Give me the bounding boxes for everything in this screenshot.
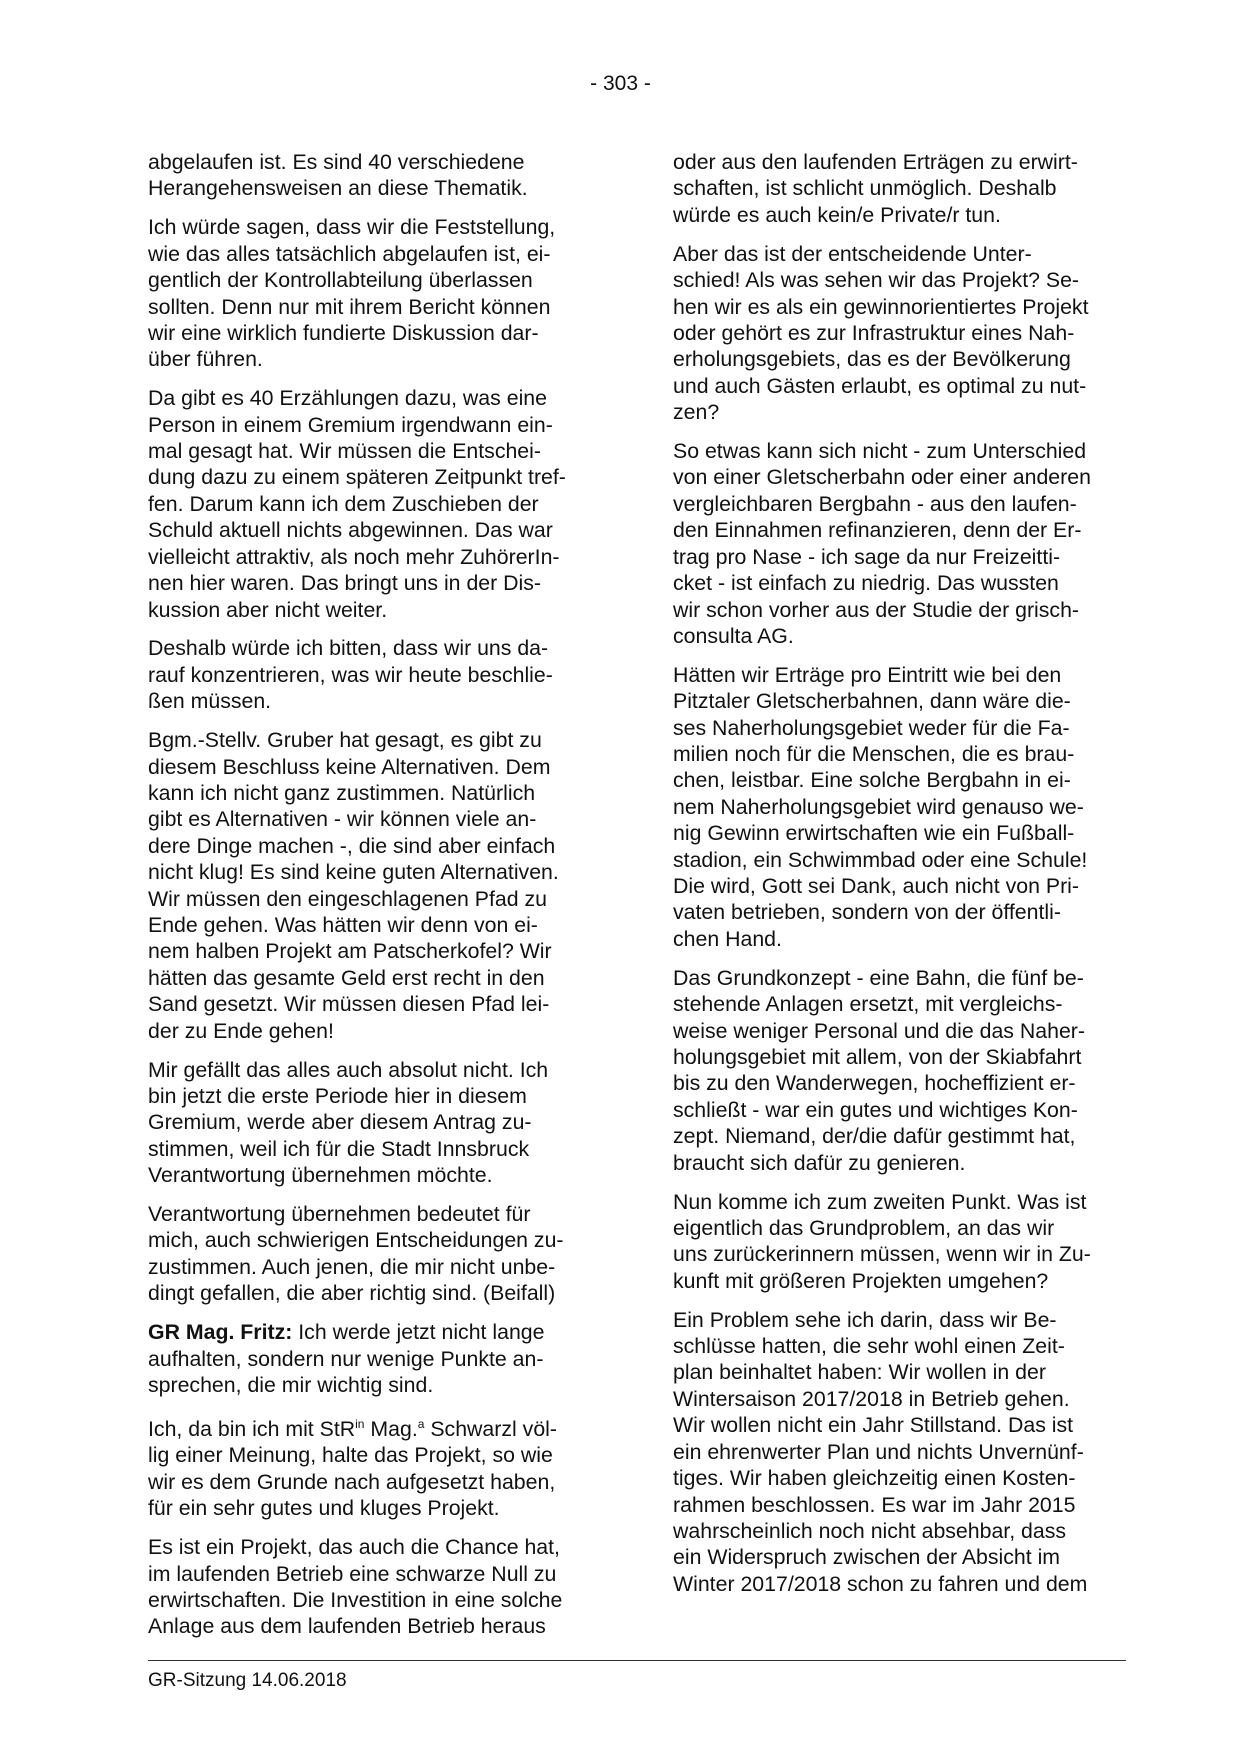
paragraph: Aber das ist der entscheidende Unter- schied! Als was sehen wir das Projekt? Se- hen wir es als ein gewinnorientiertes Projekt oder gehört es zur Infrastruktur eines Nah- erholungsgebiets, das es der Bevölkerung und auch Gästen erlaubt, es optimal zu nut- zen? xyxy=(673,241,1089,425)
footer-session-date: GR-Sitzung 14.06.2018 xyxy=(148,1670,347,1691)
paragraph: Verantwortung übernehmen bedeutet für mich, auch schwierigen Entscheidungen zu- zustimmen. Auch jenen, die mir nicht unbe- dingt gefallen, die aber richtig sind. (Beifall) xyxy=(148,1202,564,1306)
speaker-paragraph xyxy=(148,1319,603,1398)
text-segment: Ich, da bin ich mit StR xyxy=(148,1416,356,1441)
paragraph: Hätten wir Erträge pro Eintritt wie bei den Pitztaler Gletscherbahnen, dann wäre die- ses Naherholungsgebiet weder für die Fa- milien noch für die Menschen, die es brau- chen, leistbar. Eine solche Bergbahn in ei- nem Naherholungsgebiet wird genauso we- nig Gewinn erwirtschaften wie ein Fußball- stadion, ein Schwimmbad oder eine Schule! Die wird, Gott sei Dank, auch nicht von Pri- vaten betrieben, sondern von der öffentli- chen Hand. xyxy=(673,662,1088,951)
speaker-name: GR Mag. Fritz: xyxy=(148,1320,293,1345)
paragraph: Mir gefällt das alles auch absolut nicht. Ich bin jetzt die erste Periode hier in diesem Gremium, werde aber diesem Antrag zu- stimmen, weil ich für die Stadt Innsbruck Verantwortung übernehmen möchte. xyxy=(148,1057,549,1188)
text-segment: Schwarzl völ- lig einer Meinung, halte das Projekt, so wie wir es dem Grunde nach aufgesetzt haben, für ein sehr gutes und kluges Projekt. xyxy=(148,1416,557,1521)
superscript: a xyxy=(417,1416,425,1431)
paragraph: Da gibt es 40 Erzählungen dazu, was eine Person in einem Gremium irgendwann ein- mal gesagt hat. Wir müssen die Entschei- dung dazu zu einem späteren Zeitpunkt tref- fen. Darum kann ich dem Zuschieben der Schuld aktuell nichts abgewinnen. Das war vielleicht attraktiv, als noch mehr ZuhörerIn- nen hier waren. Das bringt uns in der Dis- kussion aber nicht weiter. xyxy=(148,386,566,622)
paragraph: abgelaufen ist. Es sind 40 verschiedene Herangehensweisen an diese Thematik. xyxy=(148,150,528,201)
speaker-text: Ich werde jetzt nicht lange aufhalten, sondern nur wenige Punkte an- sprechen, die mir wichtig sind. xyxy=(148,1320,545,1397)
paragraph: Das Grundkonzept - eine Bahn, die fünf be- stehende Anlagen ersetzt, mit vergleichs- weise weniger Personal und die das Naher- holungsgebiet mit allem, von der Skiabfahrt bis zu den Wanderwegen, hocheffizient er- schließt - war ein gutes und wichtiges Kon- zept. Niemand, der/die dafür gestimmt hat, braucht sich dafür zu genieren. xyxy=(673,965,1085,1175)
paragraph: So etwas kann sich nicht - zum Unterschied von einer Gletscherbahn oder einer anderen vergleichbaren Bergbahn - aus den laufen- den Einnahmen refinanzieren, denn der Er- trag pro Nase - ich sage da nur Freizeitti- cket - ist einfach zu niedrig. Das wussten wir schon vorher aus der Studie der grisch- consulta AG. xyxy=(673,439,1091,648)
paragraph: Es ist ein Projekt, das auch die Chance hat, im laufenden Betrieb eine schwarze Null zu erwirtschaften. Die Investition in eine solche Anlage aus dem laufenden Betrieb heraus xyxy=(148,1535,563,1639)
paragraph: oder aus den laufenden Erträgen zu erwirt- schaften, ist schlicht unmöglich. Deshalb würde es auch kein/e Private/r tun. xyxy=(673,150,1078,227)
footer-divider xyxy=(148,1660,1126,1661)
text-segment: Mag. xyxy=(364,1416,418,1441)
paragraph: Bgm.-Stellv. Gruber hat gesagt, es gibt zu diesem Beschluss keine Alternativen. Dem kann ich nicht ganz zustimmen. Natürlich gibt es Alternativen - wir können viele an- dere Dinge machen -, die sind aber einfach nicht klug! Es sind keine guten Alternativen. Wir müssen den eingeschlagenen Pfad zu Ende gehen. Was hätten wir denn von ei- nem halben Projekt am Patscherkofel? Wir hätten das gesamte Geld erst recht in den Sand gesetzt. Wir müssen diesen Pfad lei- der zu Ende gehen! xyxy=(148,728,559,1043)
paragraph: Nun komme ich zum zweiten Punkt. Was ist eigentlich das Grundproblem, an das wir uns zurückerinnern müssen, wenn wir in Zu- kunft mit größeren Projekten umgehen? xyxy=(673,1189,1091,1293)
paragraph xyxy=(148,1411,603,1522)
page-number: - 303 - xyxy=(590,72,651,95)
paragraph: Ein Problem sehe ich darin, dass wir Be- schlüsse hatten, die sehr wohl einen Zeit- plan beinhaltet haben: Wir wollen in der Wintersaison 2017/2018 in Betrieb gehen. Wir wollen nicht ein Jahr Stillstand. Das ist ein ehrenwerter Plan und nichts Unvernünf- tiges. Wir haben gleichzeitig einen Kosten- rahmen beschlossen. Es war im Jahr 2015 wahrscheinlich noch nicht absehbar, dass ein Widerspruch zwischen der Absicht im Winter 2017/2018 schon zu fahren und dem xyxy=(673,1307,1088,1596)
superscript: in xyxy=(355,1416,365,1431)
paragraph: Ich würde sagen, dass wir die Feststellung, wie das alles tatsächlich abgelaufen ist, ei- gentlich der Kontrollabteilung überlassen sollten. Denn nur mit ihrem Bericht können wir eine wirklich fundierte Diskussion dar- über führen. xyxy=(148,215,556,372)
left-column xyxy=(148,149,603,1652)
paragraph: Deshalb würde ich bitten, dass wir uns da- rauf konzentrieren, was wir heute beschlie- ßen müssen. xyxy=(148,636,553,714)
right-column xyxy=(673,149,1128,1610)
